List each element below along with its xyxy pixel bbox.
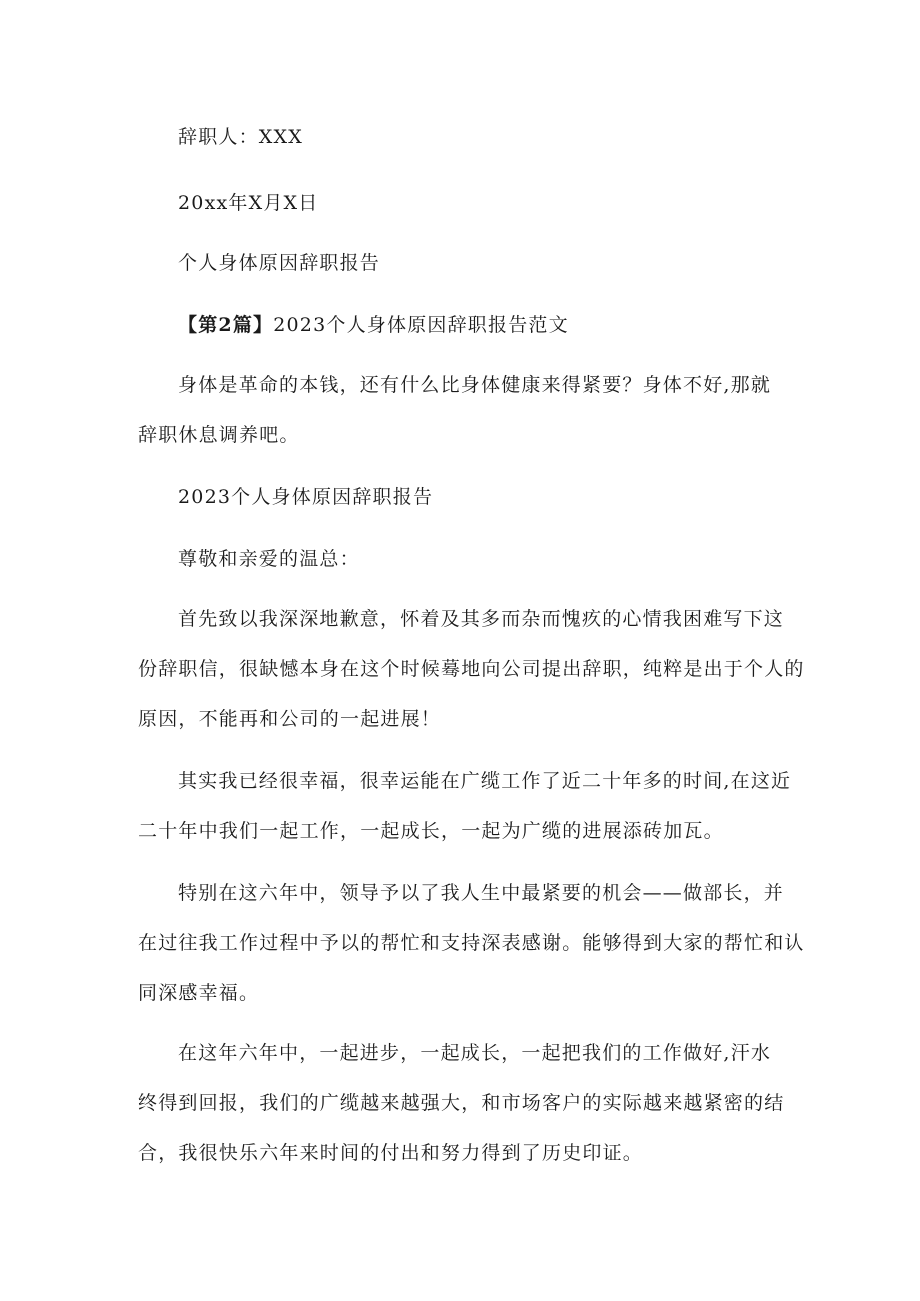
date-line: 20xx年X月X日 [178,192,319,214]
paragraph-1-line-1: 首先致以我深深地歉意，怀着及其多而杂而愧疚的心情我困难写下这 [178,608,785,630]
paragraph-2-line-1: 其实我已经很幸福，很幸运能在广缆工作了近二十年多的时间,在这近 [178,770,792,792]
report-title: 2023个人身体原因辞职报告 [178,486,434,508]
paragraph-3-line-1: 特别在这六年中，领导予以了我人生中最紧要的机会——做部长，并 [178,882,785,904]
article-heading-text: 2023个人身体原因辞职报告范文 [273,314,569,336]
paragraph-2-line-2: 二十年中我们一起工作，一起成长，一起为广缆的进展添砖加瓦。 [138,820,724,842]
article-heading [178,312,569,338]
salutation: 尊敬和亲爱的温总： [178,548,360,570]
paragraph-3-line-2: 在过往我工作过程中予以的帮忙和支持深表感谢。能够得到大家的帮忙和认 [138,932,805,954]
signature-line: 辞职人：XXX [178,126,303,148]
paragraph-3-line-3: 同深感幸福。 [138,982,260,1004]
paragraph-4-line-2: 终得到回报，我们的广缆越来越强大，和市场客户的实际越来越紧密的结 [138,1092,785,1114]
paragraph-4-line-1: 在这年六年中，一起进步，一起成长，一起把我们的工作做好,汗水 [178,1042,772,1064]
intro-line-2: 辞职休息调养吧。 [138,424,300,446]
document-title: 个人身体原因辞职报告 [178,252,381,274]
intro-line-1: 身体是革命的本钱，还有什么比身体健康来得紧要？身体不好,那就 [178,374,772,396]
paragraph-1-line-3: 原因，不能再和公司的一起进展！ [138,708,442,730]
paragraph-4-line-3: 合，我很快乐六年来时间的付出和努力得到了历史印证。 [138,1142,644,1164]
article-heading-number: 【第2篇】 [178,314,274,336]
paragraph-1-line-2: 份辞职信，很缺憾本身在这个时候蓦地向公司提出辞职，纯粹是出于个人的 [138,658,805,680]
